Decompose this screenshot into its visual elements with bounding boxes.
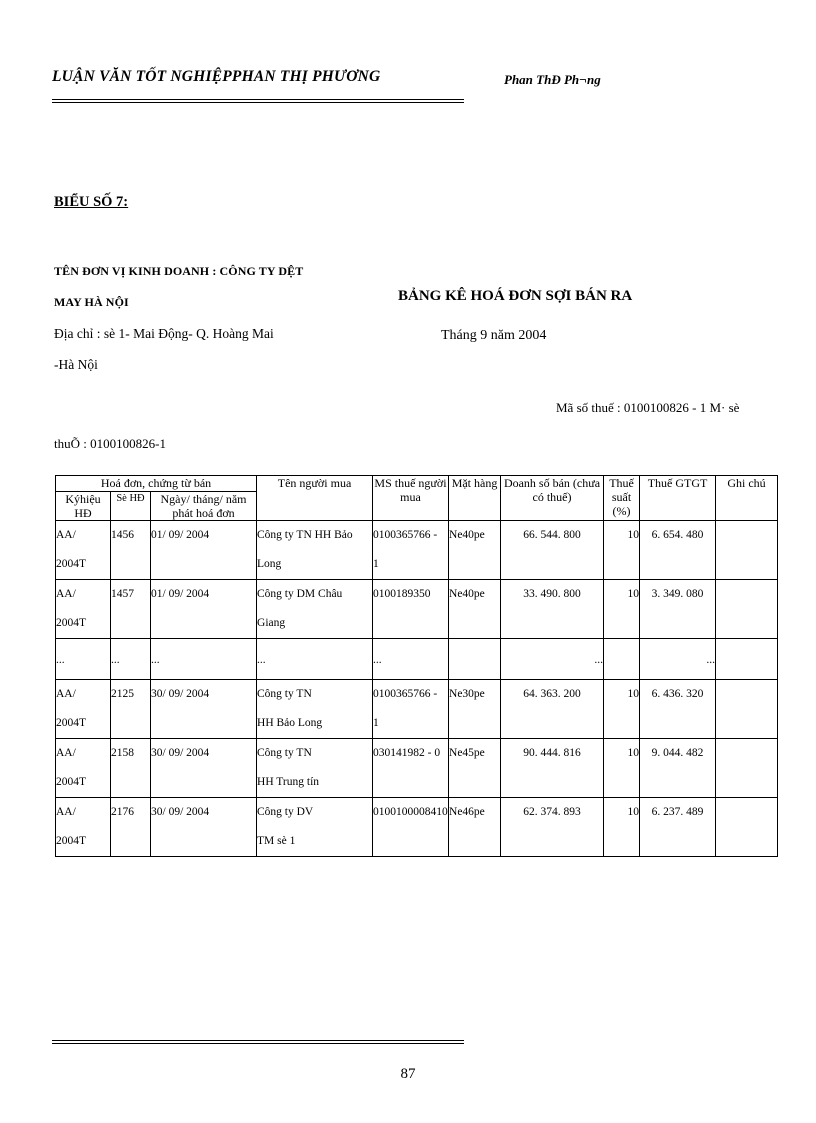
- cell-buyer-tax-line2: 1: [373, 558, 379, 570]
- cell-symbol-line1: AA/: [56, 747, 76, 759]
- cell-buyer-name: [257, 680, 373, 739]
- cell-notes: [716, 580, 778, 639]
- cell-symbol: [56, 521, 111, 580]
- cell-vat: 6. 654. 480: [640, 521, 716, 580]
- page-number: 87: [400, 1066, 416, 1082]
- header-invoice-no: Sè HĐ: [111, 492, 151, 521]
- table-row: [56, 798, 778, 857]
- cell-buyer-tax-code: [373, 521, 449, 580]
- cell-symbol: [56, 798, 111, 857]
- cell-revenue: 66. 544. 800: [501, 521, 604, 580]
- cell-vat: 6. 436. 320: [640, 680, 716, 739]
- cell-issue-date: 30/ 09/ 2004: [151, 798, 257, 857]
- cell-symbol-line1: AA/: [56, 806, 76, 818]
- cell-buyer-tax-code: [373, 680, 449, 739]
- cell-symbol: [56, 580, 111, 639]
- cell-tax-rate: [604, 639, 640, 680]
- invoice-table: [55, 475, 778, 857]
- cell-goods: [449, 639, 501, 680]
- cell-invoice-no: 2158: [111, 739, 151, 798]
- cell-symbol-line1: AA/: [56, 688, 76, 700]
- cell-symbol-line1: AA/: [56, 529, 76, 541]
- table-row: [56, 680, 778, 739]
- org-name-line-1: TÊN ĐƠN VỊ KINH DOANH : CÔNG TY DỆT: [54, 264, 304, 278]
- cell-buyer-name: [257, 521, 373, 580]
- cell-notes: [716, 639, 778, 680]
- cell-buyer-name-line2: HH Bảo Long: [257, 717, 323, 729]
- document-title: BẢNG KÊ HOÁ ĐƠN SỢI BÁN RA: [398, 288, 633, 304]
- organization-block: [54, 256, 384, 380]
- header-buyer-name: Tên người mua: [257, 476, 373, 521]
- cell-buyer-name-line1: Công ty DV: [257, 806, 314, 818]
- header-revenue: Doanh số bán (chưa có thuế): [501, 476, 604, 521]
- cell-symbol-line2: 2004T: [56, 617, 87, 629]
- cell-goods: Ne46pe: [449, 798, 501, 857]
- cell-symbol-line2: 2004T: [56, 717, 87, 729]
- cell-notes: [716, 680, 778, 739]
- form-number-label: BIỂU SỐ 7:: [54, 194, 129, 210]
- table-header-group-row: [56, 476, 778, 492]
- cell-revenue: 62. 374. 893: [501, 798, 604, 857]
- cell-buyer-tax-line2: 1: [373, 717, 379, 729]
- cell-revenue: 90. 444. 816: [501, 739, 604, 798]
- cell-buyer-tax-line1: 0100365766 -: [373, 529, 438, 541]
- page-header: [52, 68, 764, 98]
- cell-tax-rate: 10: [604, 739, 640, 798]
- table-row: [56, 521, 778, 580]
- cell-buyer-name-line2: TM sè 1: [257, 835, 296, 847]
- cell-vat: 3. 349. 080: [640, 580, 716, 639]
- header-symbol: Kýhiệu HĐ: [56, 492, 111, 521]
- cell-symbol-line2: 2004T: [56, 835, 87, 847]
- cell-buyer-name-line2: Long: [257, 558, 282, 570]
- cell-buyer-name-line1: Công ty TN: [257, 688, 312, 700]
- document-subtitle: Tháng 9 năm 2004: [441, 328, 547, 343]
- cell-buyer-name: Công ty DM Châu Giang: [257, 580, 373, 639]
- cell-revenue: ...: [501, 639, 604, 680]
- header-tax-rate: Thuế suất (%): [604, 476, 640, 521]
- cell-symbol-line2: 2004T: [56, 558, 87, 570]
- cell-issue-date: 30/ 09/ 2004: [151, 739, 257, 798]
- header-buyer-tax-code: MS thuế người mua: [373, 476, 449, 521]
- header-vat: Thuế GTGT: [640, 476, 716, 521]
- tax-code-line: Mã số thuế : 0100100826 - 1 M· sè: [556, 400, 740, 415]
- cell-issue-date: ...: [151, 639, 257, 680]
- cell-buyer-tax-code: 030141982 - 0: [373, 739, 449, 798]
- cell-goods: Ne30pe: [449, 680, 501, 739]
- cell-tax-rate: 10: [604, 680, 640, 739]
- cell-notes: [716, 739, 778, 798]
- header-right-text: Phan ThÐ Ph¬ng: [504, 72, 601, 87]
- cell-goods: Ne40pe: [449, 580, 501, 639]
- cell-buyer-name-line1: Công ty TN HH Bảo: [257, 529, 353, 541]
- cell-symbol: [56, 739, 111, 798]
- table-row-ellipsis: [56, 639, 778, 680]
- cell-invoice-no: ...: [111, 639, 151, 680]
- header-issue-date: Ngày/ tháng/ năm phát hoá đơn: [151, 492, 257, 521]
- cell-issue-date: 01/ 09/ 2004: [151, 580, 257, 639]
- cell-tax-rate: 10: [604, 580, 640, 639]
- cell-notes: [716, 798, 778, 857]
- cell-symbol-line1: AA/: [56, 588, 76, 600]
- cell-buyer-name: ...: [257, 639, 373, 680]
- org-address-line-2: -Hà Nội: [54, 357, 98, 372]
- header-group-invoice: Hoá đơn, chứng từ bán: [56, 476, 257, 492]
- cell-goods: Ne40pe: [449, 521, 501, 580]
- cell-vat: 9. 044. 482: [640, 739, 716, 798]
- header-notes: Ghi chú: [716, 476, 778, 521]
- header-divider: [52, 99, 464, 103]
- header-goods: Mặt hàng: [449, 476, 501, 521]
- cell-buyer-tax-code: 0100100008410: [373, 798, 449, 857]
- cell-vat: ...: [640, 639, 716, 680]
- org-address-line-1: Địa chỉ : sè 1- Mai Động- Q. Hoàng Mai: [54, 326, 274, 341]
- cell-issue-date: 30/ 09/ 2004: [151, 680, 257, 739]
- footer-divider: [52, 1040, 464, 1044]
- cell-buyer-name: [257, 739, 373, 798]
- cell-buyer-tax-line1: 0100365766 -: [373, 688, 438, 700]
- cell-buyer-tax-code: ...: [373, 639, 449, 680]
- cell-buyer-name-line1: Công ty TN: [257, 747, 312, 759]
- cell-vat: 6. 237. 489: [640, 798, 716, 857]
- cell-symbol: [56, 680, 111, 739]
- cell-tax-rate: 10: [604, 521, 640, 580]
- cell-notes: [716, 521, 778, 580]
- table-row: [56, 739, 778, 798]
- cell-invoice-no: 1457: [111, 580, 151, 639]
- table-row: [56, 580, 778, 639]
- org-name-line-2: MAY HÀ NỘI: [54, 295, 129, 309]
- cell-symbol-line2: 2004T: [56, 776, 87, 788]
- header-left-text: LUẬN VĂN TỐT NGHIỆPPHAN THỊ PHƯƠNG: [52, 68, 381, 85]
- cell-tax-rate: 10: [604, 798, 640, 857]
- cell-invoice-no: 2176: [111, 798, 151, 857]
- tax-code-line-2: thuÕ : 0100100826-1: [54, 436, 166, 451]
- cell-buyer-name-line2: HH Trung tín: [257, 776, 320, 788]
- table-body: [56, 521, 778, 857]
- cell-buyer-name: [257, 798, 373, 857]
- cell-symbol: ...: [56, 639, 111, 680]
- cell-issue-date: 01/ 09/ 2004: [151, 521, 257, 580]
- cell-goods: Ne45pe: [449, 739, 501, 798]
- cell-buyer-tax-code: 0100189350: [373, 580, 449, 639]
- cell-invoice-no: 1456: [111, 521, 151, 580]
- cell-invoice-no: 2125: [111, 680, 151, 739]
- cell-revenue: 64. 363. 200: [501, 680, 604, 739]
- cell-revenue: 33. 490. 800: [501, 580, 604, 639]
